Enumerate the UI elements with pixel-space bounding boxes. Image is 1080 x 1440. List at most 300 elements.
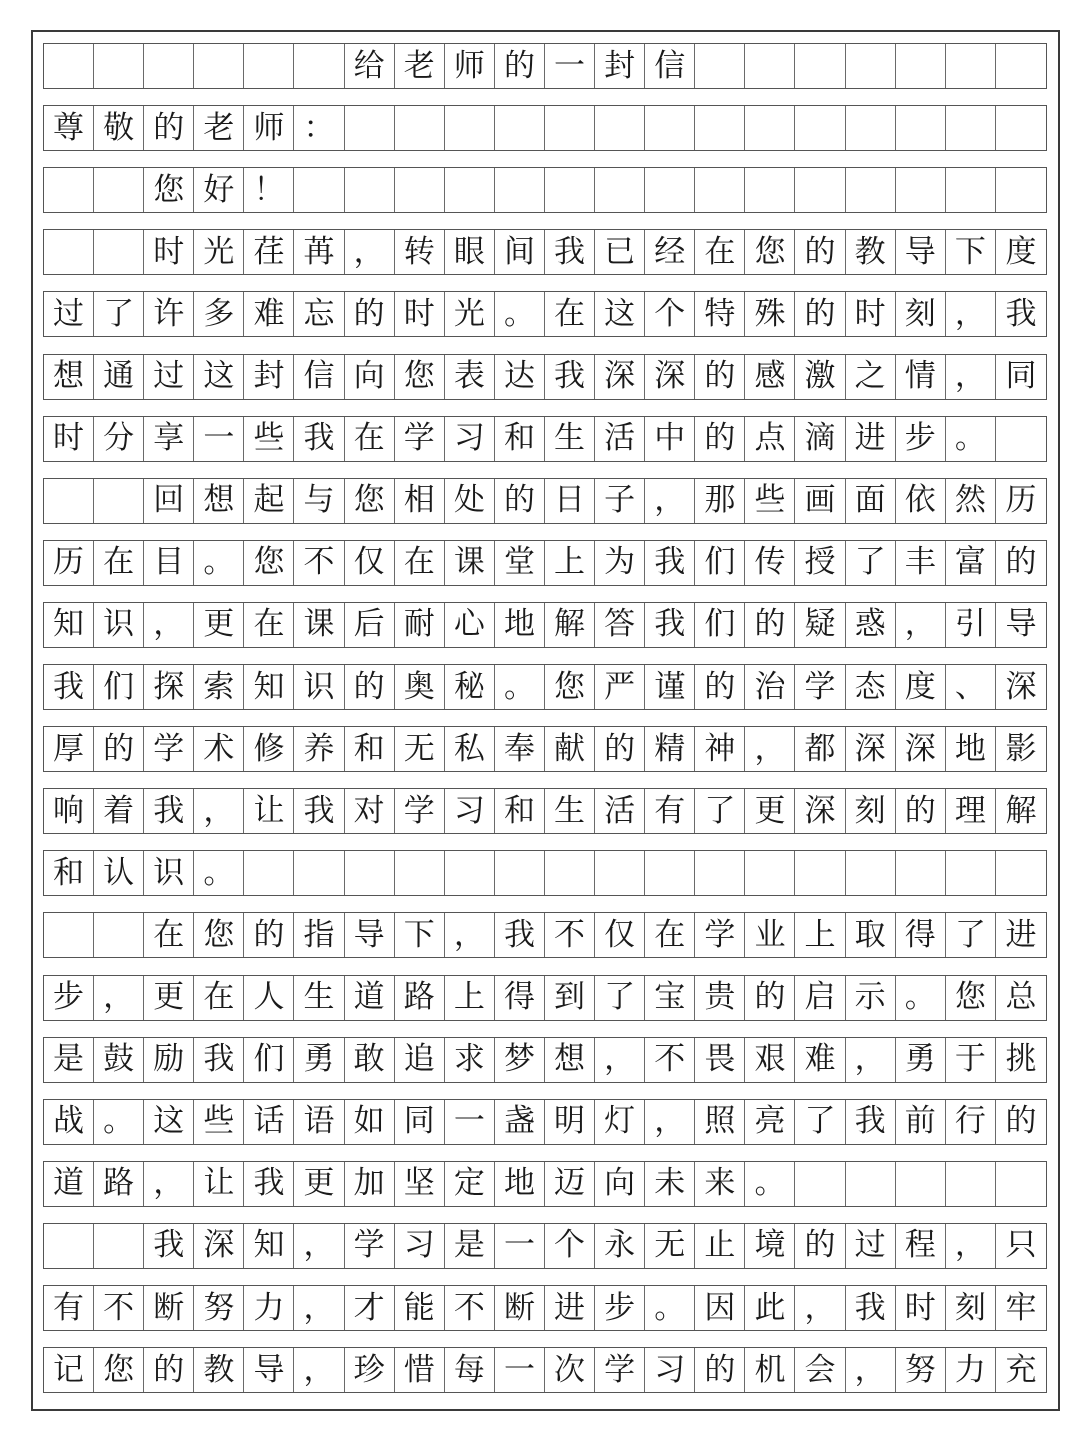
grid-cell: 进 — [545, 1286, 595, 1330]
grid-cell: 会 — [795, 1348, 845, 1392]
grid-cell: 养 — [294, 727, 344, 771]
grid-cell: 疑 — [795, 603, 845, 647]
grid-cell: 了 — [94, 292, 144, 336]
grid-cell: 追 — [395, 1038, 445, 1082]
grid-cell: 我 — [846, 1100, 896, 1144]
grid-cell: 过 — [846, 1224, 896, 1268]
grid-cell: 学 — [395, 417, 445, 461]
grid-cell: 们 — [695, 603, 745, 647]
grid-cell: 的 — [495, 479, 545, 523]
grid-cell: 后 — [345, 603, 395, 647]
grid-cell: 导 — [1005, 606, 1037, 643]
grid-cell: 堂 — [495, 541, 545, 585]
text-row — [43, 1161, 1047, 1207]
grid-cell: ， — [294, 1286, 344, 1330]
grid-cell: 授 — [795, 541, 845, 585]
grid-cell: 点 — [745, 417, 795, 461]
grid-cell: 秘 — [445, 665, 495, 709]
grid-cell: 习 — [395, 1224, 445, 1268]
grid-cell: 励 — [144, 1038, 194, 1082]
grid-cell: ， — [345, 230, 395, 274]
grid-cell: ， — [946, 1224, 996, 1268]
grid-cell: 艰 — [745, 1038, 795, 1082]
grid-cell: 知 — [244, 665, 294, 709]
grid-cell: 您 — [144, 168, 194, 212]
text-row — [43, 1347, 1047, 1393]
grid-cell: 那 — [695, 479, 745, 523]
grid-cell: 在 — [695, 230, 745, 274]
grid-cell: 起 — [244, 479, 294, 523]
grid-cell: 业 — [745, 913, 795, 957]
grid-cell: 地 — [495, 603, 545, 647]
grid-cell — [595, 106, 645, 150]
grid-cell: 了 — [795, 1100, 845, 1144]
grid-cell: 一 — [495, 1224, 545, 1268]
grid-cell: 导 — [244, 1348, 294, 1392]
grid-cell — [94, 1224, 144, 1268]
grid-cell: 个 — [545, 1224, 595, 1268]
grid-cell: 都 — [795, 727, 845, 771]
grid-cell: 尊 — [44, 106, 94, 150]
grid-cell — [745, 168, 795, 212]
grid-cell: 想 — [194, 479, 244, 523]
grid-cell: 。 — [896, 976, 946, 1020]
grid-cell: 这 — [144, 1100, 194, 1144]
grid-cell: 历 — [1005, 482, 1037, 519]
grid-cell: 上 — [795, 913, 845, 957]
grid-cell: 话 — [244, 1100, 294, 1144]
grid-cell: 信 — [645, 44, 695, 88]
text-row — [43, 850, 1047, 896]
grid-cell: 充 — [1005, 1351, 1037, 1388]
grid-cell: 过 — [44, 292, 94, 336]
grid-cell: 让 — [244, 789, 294, 833]
grid-cell: 行 — [946, 1100, 996, 1144]
grid-cell: 程 — [896, 1224, 946, 1268]
grid-cell: 为 — [595, 541, 645, 585]
grid-cell — [795, 168, 845, 212]
grid-cell — [545, 168, 595, 212]
grid-cell: 我 — [44, 665, 94, 709]
grid-cell: 认 — [94, 851, 144, 895]
grid-cell: 表 — [445, 355, 495, 399]
grid-cell: 我 — [495, 913, 545, 957]
grid-cell: 我 — [545, 355, 595, 399]
grid-cell — [846, 168, 896, 212]
grid-cell — [294, 44, 344, 88]
grid-cell — [795, 1162, 845, 1206]
grid-cell: 不 — [445, 1286, 495, 1330]
grid-cell: ， — [645, 479, 695, 523]
grid-cell: 时 — [896, 1286, 946, 1330]
grid-cell: 地 — [495, 1162, 545, 1206]
grid-cell: 依 — [896, 479, 946, 523]
grid-cell — [94, 913, 144, 957]
grid-cell: 深 — [846, 727, 896, 771]
grid-cell: 勇 — [896, 1038, 946, 1082]
text-row — [43, 664, 1047, 710]
grid-cell — [495, 106, 545, 150]
grid-cell — [94, 44, 144, 88]
grid-cell: 同 — [395, 1100, 445, 1144]
grid-cell: 的 — [345, 292, 395, 336]
grid-cell: 老 — [395, 44, 445, 88]
grid-cell — [996, 1162, 1046, 1206]
grid-cell: 习 — [445, 417, 495, 461]
grid-cell — [94, 168, 144, 212]
grid-cell: 刻 — [846, 789, 896, 833]
grid-cell — [946, 1162, 996, 1206]
grid-cell: 深 — [795, 789, 845, 833]
grid-cell: 日 — [545, 479, 595, 523]
grid-cell: 的 — [695, 665, 745, 709]
grid-cell: 刻 — [946, 1286, 996, 1330]
grid-cell: 教 — [846, 230, 896, 274]
grid-cell: 学 — [144, 727, 194, 771]
grid-cell: 的 — [745, 603, 795, 647]
grid-cell: 的 — [94, 727, 144, 771]
text-row — [43, 1037, 1047, 1083]
grid-cell: 是 — [44, 1038, 94, 1082]
grid-cell: 我 — [545, 230, 595, 274]
grid-cell: 一 — [194, 417, 244, 461]
grid-cell: 进 — [846, 417, 896, 461]
grid-cell: 这 — [194, 355, 244, 399]
grid-cell: 的 — [144, 106, 194, 150]
grid-cell: 取 — [846, 913, 896, 957]
grid-cell: 经 — [645, 230, 695, 274]
grid-cell: 荏 — [244, 230, 294, 274]
grid-cell: ， — [144, 603, 194, 647]
grid-cell: 的 — [244, 913, 294, 957]
grid-cell: 在 — [345, 417, 395, 461]
grid-cell — [946, 44, 996, 88]
grid-cell: 我 — [645, 603, 695, 647]
grid-cell: 敬 — [94, 106, 144, 150]
grid-cell: 已 — [595, 230, 645, 274]
grid-cell: 您 — [244, 541, 294, 585]
grid-cell: ， — [294, 1348, 344, 1392]
grid-cell: 难 — [795, 1038, 845, 1082]
grid-cell: 一 — [495, 1348, 545, 1392]
grid-cell: 给 — [345, 44, 395, 88]
grid-cell — [795, 44, 845, 88]
grid-cell: ， — [595, 1038, 645, 1082]
text-row — [43, 726, 1047, 772]
grid-cell: 仅 — [345, 541, 395, 585]
grid-cell: 时 — [395, 292, 445, 336]
grid-cell: 让 — [194, 1162, 244, 1206]
grid-cell: 个 — [645, 292, 695, 336]
grid-cell: 了 — [846, 541, 896, 585]
grid-cell: 更 — [745, 789, 795, 833]
grid-cell — [244, 44, 294, 88]
grid-cell: 定 — [445, 1162, 495, 1206]
grid-cell — [896, 44, 946, 88]
grid-cell — [345, 168, 395, 212]
grid-cell: 达 — [495, 355, 545, 399]
grid-cell: 度 — [896, 665, 946, 709]
grid-cell: 导 — [345, 913, 395, 957]
grid-cell: 时 — [44, 417, 94, 461]
grid-cell: 的 — [1005, 544, 1037, 581]
grid-cell: 亮 — [745, 1100, 795, 1144]
grid-cell: 不 — [94, 1286, 144, 1330]
grid-cell — [94, 479, 144, 523]
grid-cell: 的 — [1005, 1103, 1037, 1140]
grid-cell — [795, 106, 845, 150]
grid-cell: 照 — [695, 1100, 745, 1144]
grid-cell — [94, 230, 144, 274]
grid-cell: 知 — [44, 603, 94, 647]
grid-cell: 的 — [695, 417, 745, 461]
grid-cell: 我 — [1005, 295, 1037, 332]
grid-cell — [896, 1162, 946, 1206]
grid-cell — [795, 851, 845, 895]
grid-cell — [745, 851, 795, 895]
grid-cell: 宝 — [645, 976, 695, 1020]
grid-cell: 了 — [595, 976, 645, 1020]
grid-cell: 您 — [94, 1348, 144, 1392]
grid-cell: 步 — [896, 417, 946, 461]
grid-cell: 时 — [846, 292, 896, 336]
grid-cell — [996, 851, 1046, 895]
grid-cell: 无 — [645, 1224, 695, 1268]
grid-cell: 转 — [395, 230, 445, 274]
grid-cell: 总 — [1005, 979, 1037, 1015]
grid-cell — [44, 44, 94, 88]
grid-cell — [44, 479, 94, 523]
grid-cell — [846, 44, 896, 88]
grid-cell: 生 — [545, 417, 595, 461]
grid-cell: 此 — [745, 1286, 795, 1330]
grid-cell: 步 — [44, 976, 94, 1020]
grid-cell — [645, 168, 695, 212]
grid-cell: ， — [645, 1100, 695, 1144]
text-row — [43, 1099, 1047, 1145]
grid-cell — [44, 230, 94, 274]
grid-cell: 您 — [345, 479, 395, 523]
grid-cell: 学 — [595, 1348, 645, 1392]
grid-cell: 解 — [1005, 792, 1037, 829]
grid-cell: 难 — [244, 292, 294, 336]
grid-cell: 力 — [244, 1286, 294, 1330]
grid-cell: 生 — [294, 976, 344, 1020]
grid-cell — [846, 1162, 896, 1206]
text-row — [43, 1223, 1047, 1269]
grid-cell: 在 — [144, 913, 194, 957]
grid-cell: ， — [745, 727, 795, 771]
grid-cell: 道 — [44, 1162, 94, 1206]
grid-cell: 。 — [946, 417, 996, 461]
grid-cell: 灯 — [595, 1100, 645, 1144]
grid-cell — [44, 913, 94, 957]
grid-cell: 忘 — [294, 292, 344, 336]
grid-cell: 止 — [695, 1224, 745, 1268]
grid-cell: 过 — [144, 355, 194, 399]
grid-cell: 向 — [595, 1162, 645, 1206]
grid-cell: 下 — [946, 230, 996, 274]
grid-cell: 光 — [445, 292, 495, 336]
grid-cell: 断 — [495, 1286, 545, 1330]
grid-cell: 才 — [345, 1286, 395, 1330]
grid-cell: 您 — [946, 976, 996, 1020]
grid-cell: 路 — [395, 976, 445, 1020]
grid-cell — [44, 1224, 94, 1268]
grid-cell: ， — [144, 1162, 194, 1206]
grid-cell: ， — [94, 976, 144, 1020]
grid-cell: ， — [846, 1348, 896, 1392]
grid-cell: 得 — [896, 913, 946, 957]
grid-cell: 好 — [194, 168, 244, 212]
grid-cell: 索 — [194, 665, 244, 709]
text-row — [43, 354, 1047, 400]
grid-cell: 谨 — [645, 665, 695, 709]
text-row — [43, 478, 1047, 524]
grid-cell: 感 — [745, 355, 795, 399]
grid-cell: 。 — [495, 292, 545, 336]
grid-cell — [846, 851, 896, 895]
grid-cell: 些 — [244, 417, 294, 461]
grid-cell — [745, 44, 795, 88]
grid-cell: 努 — [194, 1286, 244, 1330]
grid-cell: 习 — [445, 789, 495, 833]
grid-cell: 勇 — [294, 1038, 344, 1082]
text-row — [43, 912, 1047, 958]
grid-cell: 与 — [294, 479, 344, 523]
grid-cell: 同 — [1005, 358, 1037, 394]
grid-cell: 无 — [395, 727, 445, 771]
grid-cell: ！ — [244, 168, 294, 212]
grid-cell: 目 — [144, 541, 194, 585]
grid-cell: 们 — [695, 541, 745, 585]
grid-cell: 答 — [595, 603, 645, 647]
grid-cell — [445, 851, 495, 895]
grid-cell: 这 — [595, 292, 645, 336]
grid-cell: 进 — [1005, 916, 1037, 953]
grid-cell: 苒 — [294, 230, 344, 274]
grid-cell: ， — [846, 1038, 896, 1082]
grid-cell: 的 — [144, 1348, 194, 1392]
grid-cell: 鼓 — [94, 1038, 144, 1082]
grid-cell: 的 — [345, 665, 395, 709]
grid-cell: 更 — [294, 1162, 344, 1206]
grid-cell: 能 — [395, 1286, 445, 1330]
grid-cell: 历 — [44, 541, 94, 585]
text-row — [43, 540, 1047, 586]
grid-cell: 您 — [745, 230, 795, 274]
grid-cell: 机 — [745, 1348, 795, 1392]
grid-cell: 。 — [495, 665, 545, 709]
grid-cell: 努 — [896, 1348, 946, 1392]
grid-cell: ， — [896, 603, 946, 647]
text-row — [43, 167, 1047, 213]
grid-cell — [445, 168, 495, 212]
grid-cell — [896, 106, 946, 150]
grid-cell: 深 — [645, 355, 695, 399]
grid-cell: ， — [946, 292, 996, 336]
grid-cell: 老 — [194, 106, 244, 150]
grid-cell: 态 — [846, 665, 896, 709]
grid-cell: 上 — [445, 976, 495, 1020]
grid-cell: 滴 — [795, 417, 845, 461]
grid-cell: 在 — [94, 541, 144, 585]
grid-cell — [846, 106, 896, 150]
grid-cell: 封 — [244, 355, 294, 399]
grid-cell: 明 — [545, 1100, 595, 1144]
grid-cell: 更 — [194, 603, 244, 647]
grid-cell — [946, 851, 996, 895]
grid-cell: 我 — [645, 541, 695, 585]
grid-cell: 您 — [545, 665, 595, 709]
grid-cell — [294, 168, 344, 212]
grid-cell: 前 — [896, 1100, 946, 1144]
grid-cell: 境 — [745, 1224, 795, 1268]
grid-cell: 道 — [345, 976, 395, 1020]
grid-cell: 响 — [44, 789, 94, 833]
grid-cell: 富 — [946, 541, 996, 585]
grid-cell: 们 — [244, 1038, 294, 1082]
grid-cell: 们 — [94, 665, 144, 709]
grid-cell: 的 — [495, 44, 545, 88]
grid-cell: 活 — [595, 789, 645, 833]
grid-cell: 加 — [345, 1162, 395, 1206]
grid-cell: 着 — [94, 789, 144, 833]
grid-cell: 面 — [846, 479, 896, 523]
grid-cell: 厚 — [44, 727, 94, 771]
grid-cell: 的 — [795, 292, 845, 336]
grid-cell: 我 — [294, 417, 344, 461]
grid-cell: 人 — [244, 976, 294, 1020]
grid-cell: 封 — [595, 44, 645, 88]
grid-cell: 画 — [795, 479, 845, 523]
grid-cell: 贵 — [695, 976, 745, 1020]
grid-cell: 探 — [144, 665, 194, 709]
grid-cell: 习 — [645, 1348, 695, 1392]
grid-cell: 识 — [294, 665, 344, 709]
grid-cell: 到 — [545, 976, 595, 1020]
grid-cell: 导 — [896, 230, 946, 274]
grid-cell: 理 — [946, 789, 996, 833]
grid-cell: 间 — [495, 230, 545, 274]
grid-cell: 向 — [345, 355, 395, 399]
grid-cell: 了 — [946, 913, 996, 957]
grid-cell: 和 — [495, 789, 545, 833]
grid-cell: 一 — [445, 1100, 495, 1144]
grid-cell: 战 — [44, 1100, 94, 1144]
grid-cell: 在 — [194, 976, 244, 1020]
grid-cell: 的 — [795, 1224, 845, 1268]
grid-cell: 学 — [795, 665, 845, 709]
grid-cell: 惜 — [395, 1348, 445, 1392]
grid-cell — [946, 168, 996, 212]
grid-cell: 的 — [695, 355, 745, 399]
grid-cell: 和 — [495, 417, 545, 461]
grid-cell: 活 — [595, 417, 645, 461]
grid-cell: 启 — [795, 976, 845, 1020]
grid-cell — [294, 851, 344, 895]
grid-cell: 不 — [545, 913, 595, 957]
grid-cell: 分 — [94, 417, 144, 461]
grid-cell — [395, 851, 445, 895]
grid-cell: 迈 — [545, 1162, 595, 1206]
grid-cell: 在 — [545, 292, 595, 336]
grid-cell: 敢 — [345, 1038, 395, 1082]
grid-cell: 生 — [545, 789, 595, 833]
grid-cell: 奉 — [495, 727, 545, 771]
grid-cell: 有 — [44, 1286, 94, 1330]
grid-cell: 记 — [44, 1348, 94, 1392]
